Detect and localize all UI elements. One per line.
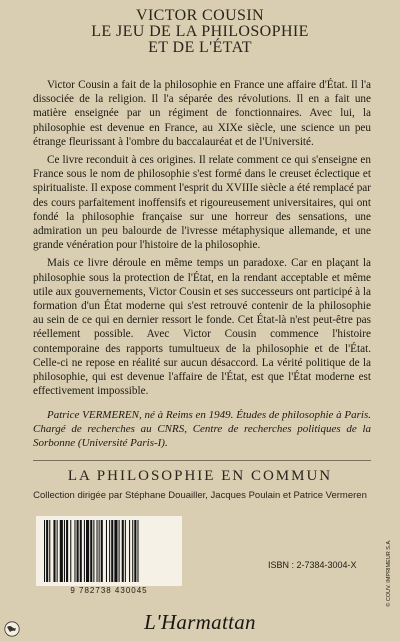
publisher-logo: L'Harmattan bbox=[144, 610, 256, 634]
barcode-bar bbox=[122, 520, 124, 582]
barcode-bar bbox=[93, 520, 94, 582]
barcode-bar bbox=[119, 520, 120, 582]
barcode-bar bbox=[84, 520, 85, 582]
barcode-bar bbox=[132, 520, 133, 582]
barcode-bar bbox=[46, 520, 48, 582]
blurb-paragraph-1: Victor Cousin a fait de la philosophie en France une affaire d'État. Il l'a dissociée de la religion. Il l'a séparée des révolutions. Il en a fait une matière enseignée par un régiment de fonctionnaires. Avec lui, la philosophie est devenue en France, au XIXe siècle, une science un peu étrange fleurissant à l'ombre du baccalauréat et de l'Université. bbox=[33, 79, 371, 148]
barcode-bar bbox=[111, 520, 113, 582]
barcode-bar bbox=[57, 520, 58, 582]
barcode-bars bbox=[36, 516, 182, 586]
barcode-bar bbox=[77, 520, 79, 582]
collection-direction: Collection dirigée par Stéphane Douailler, Jacques Poulain et Patrice Vermeren bbox=[33, 490, 367, 501]
side-credit-text: © COUV. IMPRIMEUR S.A. bbox=[386, 539, 392, 607]
barcode-bar bbox=[70, 520, 71, 582]
title-line-2: LE JEU DE LA PHILOSOPHIE bbox=[91, 23, 309, 40]
author-bio bbox=[33, 409, 371, 450]
barcode-bar bbox=[134, 520, 136, 582]
isbn: ISBN : 2-7384-3004-X bbox=[268, 560, 357, 570]
barcode-bar bbox=[101, 520, 103, 582]
barcode-bar bbox=[86, 520, 89, 582]
author-bio-text: , né à Reims en 1949. Études de philosophie à Paris. Chargé de recherches au CNRS, Centre de recherches politiques de la Sorbonne (Université Paris-I). bbox=[33, 409, 371, 449]
barcode-bar bbox=[49, 520, 50, 582]
barcode-bar bbox=[90, 520, 92, 582]
barcode-bar bbox=[99, 520, 100, 582]
barcode-bar bbox=[74, 520, 75, 582]
book-title bbox=[0, 8, 400, 56]
collection-name: LA PHILOSOPHIE EN COMMUN bbox=[67, 468, 333, 484]
barcode-bar bbox=[80, 520, 82, 582]
author-name: Patrice VERMEREN bbox=[47, 409, 139, 421]
barcode-bar bbox=[109, 520, 110, 582]
barcode-bar bbox=[97, 520, 98, 582]
side-credit bbox=[384, 530, 394, 620]
barcode-bar bbox=[114, 520, 117, 582]
blurb-paragraph-2: Ce livre reconduit à ces origines. Il relate comment ce qui s'enseigne en France sous le nom de philosophie s'est formé dans le creuset éclectique et spiritualiste. Il expose comment l'esprit du XVIIIe siècle a été remplacé par des cours parfaitement inoffensifs et rigoureusement universitaires, qui ont fondé la philosophie française sur une horreur des sensations, une admiration un peu balourde de l'ivresse métaphysique allemande, et une grande vénération pour l'histoire de la philosophie. bbox=[33, 154, 371, 252]
barcode-bar bbox=[53, 520, 55, 582]
barcode-bar bbox=[106, 520, 107, 582]
barcode bbox=[36, 516, 182, 586]
barcode-digits: 9 782738 430045 bbox=[70, 586, 148, 595]
blurb-paragraph-3: Mais ce livre déroule en même temps un paradoxe. Car en plaçant la philosophie sous la protection de l'État, en la rendant acceptable et même utile aux gouvernements, Victor Cousin et ses successeurs ont participé à la formation d'un État moderne qui s'est retrouvé contenir de la philosophie au sein de ce qui en dernier ressort le fonde. Cet État-là n'est peut-être pas réellement possible. Avec Victor Cousin commence l'histoire contemporaine des rapports tumultueux de la philosophie et de l'État. Celle-ci ne repose en réalité sur aucun désaccord. La vérité politique de la philosophie, qui est devenue l'affaire de l'État, est que l'État moderne est effectivement impossible. bbox=[33, 257, 371, 398]
barcode-bar bbox=[60, 520, 63, 582]
title-line-3: ET DE L'ÉTAT bbox=[148, 39, 252, 56]
barcode-bar bbox=[64, 520, 65, 582]
title-line-1: VICTOR COUSIN bbox=[135, 7, 265, 24]
barcode-bar bbox=[129, 520, 130, 582]
divider bbox=[33, 460, 371, 461]
blurb bbox=[33, 78, 371, 402]
barcode-bar bbox=[125, 520, 126, 582]
barcode-bar bbox=[66, 520, 68, 582]
barcode-bar bbox=[44, 520, 45, 582]
barcode-bar bbox=[137, 520, 138, 582]
